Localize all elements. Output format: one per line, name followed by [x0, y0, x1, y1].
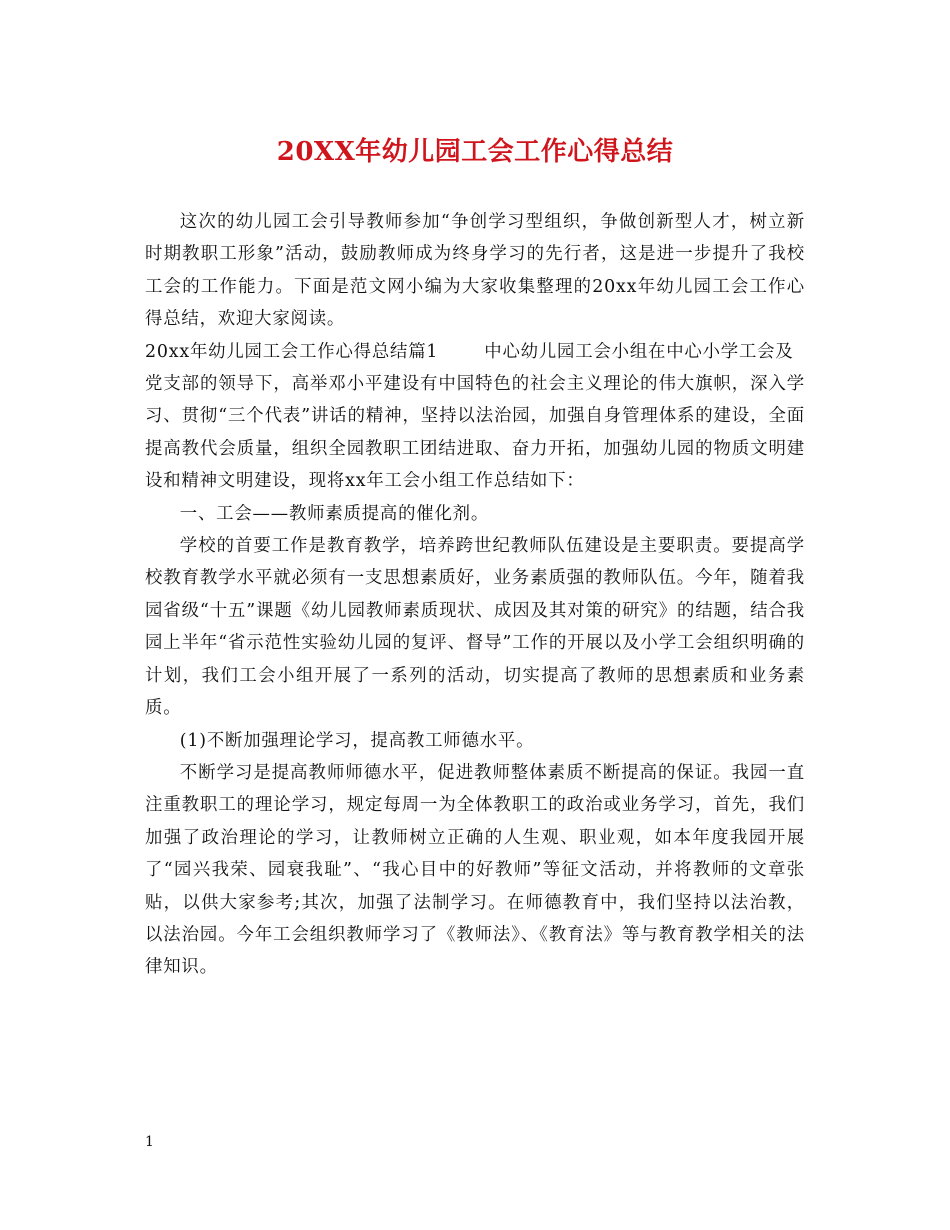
document-title: 20XX年幼儿园工会工作心得总结	[276, 137, 674, 167]
document-body	[145, 206, 805, 984]
section-1-heading: 一、工会——教师素质提高的催化剂。	[179, 503, 490, 524]
article-heading-line	[145, 336, 805, 368]
section-1-paragraph: 学校的首要工作是教育教学，培养跨世纪教师队伍建设是主要职责。要提高学校教育教学水平就必须有一支思想素质好，业务素质强的教师队伍。今年，随着我园省级“十五”课题《幼儿园教师素质现状、成因及其对策的研究》的结题，结合我园上半年“省示范性实验幼儿园的复评、督导”工作的开展以及小学工会组织明确的计划，我们工会小组开展了一系列的活动，切实提高了教师的思想素质和业务素质。	[145, 536, 805, 719]
subsection-1-paragraph: 不断学习是提高教师师德水平，促进教师整体素质不断提高的保证。我园一直注重教职工的理论学习，规定每周一为全体教职工的政治或业务学习，首先，我们加强了政治理论的学习，让教师树立正确的人生观、职业观，如本年度我园开展了“园兴我荣、园衰我耻”、“我心目中的好教师”等征文活动，并将教师的文章张贴，以供大家参考;其次，加强了法制学习。在师德教育中，我们坚持以法治教，以法治园。今年工会组织教师学习了《教师法》、《教育法》等与教育教学相关的法律知识。	[145, 762, 805, 978]
subsection-1-heading: (1)不断加强理论学习，提高教工师德水平。	[179, 730, 535, 751]
intro-paragraph: 这次的幼儿园工会引导教师参加“争创学习型组织，争做创新型人才，树立新时期教职工形象”活动，鼓励教师成为终身学习的先行者，这是进一步提升了我校工会的工作能力。下面是范文网小编为大家收集整理的20xx年幼儿园工会工作心得总结，欢迎大家阅读。	[145, 212, 805, 330]
article-heading: 20xx年幼儿园工会工作心得总结篇1	[145, 341, 439, 362]
page-number: 1	[145, 1134, 154, 1150]
article-first-line: 中心幼儿园工会小组在中心小学工会及	[484, 341, 794, 362]
article-continuation-paragraph: 党支部的领导下，高举邓小平建设有中国特色的社会主义理论的伟大旗帜，深入学习、贯彻“三个代表”讲话的精神，坚持以法治园，加强自身管理体系的建设，全面提高教代会质量，组织全园教职工团结进取、奋力开拓，加强幼儿园的物质文明建设和精神文明建设，现将xx年工会小组工作总结如下：	[145, 374, 805, 492]
